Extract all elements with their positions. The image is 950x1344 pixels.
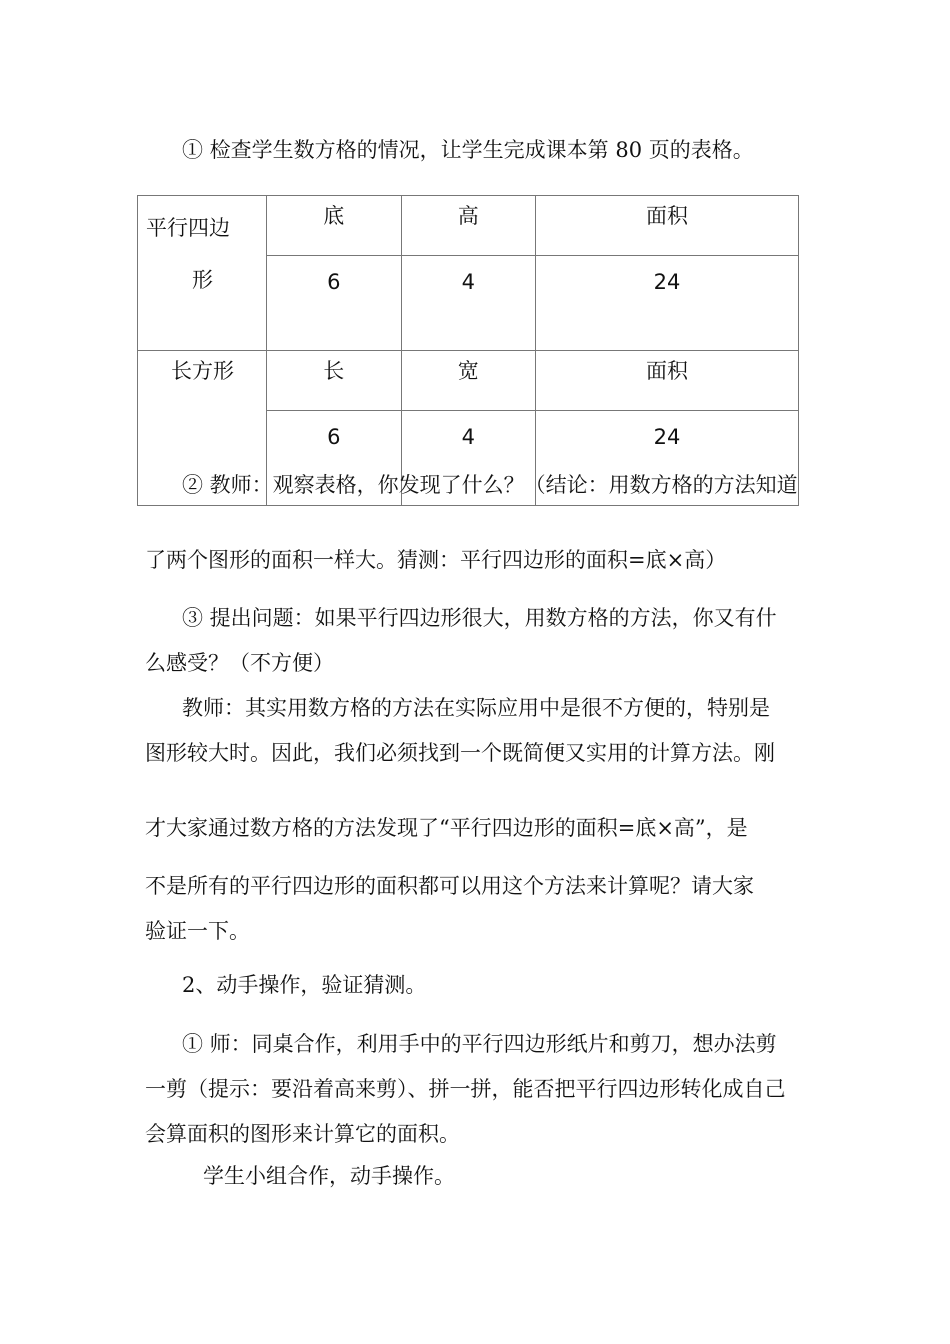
paragraph-teacher-cont1: 图形较大时。因此，我们必须找到一个既简便又实用的计算方法。刚 xyxy=(145,741,775,765)
paragraph-teacher-cont3: 不是所有的平行四边形的面积都可以用这个方法来计算呢？请大家 xyxy=(145,874,754,898)
paragraph-check-grid: ① 检查学生数方格的情况，让学生完成课本第 80 页的表格。 xyxy=(182,138,754,162)
paragraph-question: ③ 提出问题：如果平行四边形很大，用数方格的方法，你又有什 xyxy=(182,606,777,630)
header-area: 面积 xyxy=(536,351,799,411)
value-base: 6 xyxy=(267,256,402,351)
paragraph-teacher-task: ① 师：同桌合作，利用手中的平行四边形纸片和剪刀，想办法剪 xyxy=(182,1032,777,1056)
value-area: 24 xyxy=(536,411,799,506)
paragraph-teacher-task-cont2: 会算面积的图形来计算它的面积。 xyxy=(145,1122,460,1146)
value-length: 6 xyxy=(267,411,402,506)
paragraph-teacher-task-cont1: 一剪（提示：要沿着高来剪）、拼一拼，能否把平行四边形转化成自己 xyxy=(145,1077,786,1101)
header-area: 面积 xyxy=(536,196,799,256)
paragraph-teacher-cont4: 验证一下。 xyxy=(145,919,250,943)
row-label-line2: 形 xyxy=(192,268,213,292)
comparison-table xyxy=(137,195,799,506)
paragraph-question-cont: 么感受？（不方便） xyxy=(145,651,334,675)
paragraph-group-work: 学生小组合作，动手操作。 xyxy=(203,1164,455,1188)
value-width: 4 xyxy=(401,411,536,506)
table-row xyxy=(138,351,799,411)
value-area: 24 xyxy=(536,256,799,351)
section-heading-hands-on: 2、动手操作，验证猜测。 xyxy=(182,973,427,997)
row-label-text: 长方形 xyxy=(171,359,234,383)
value-height: 4 xyxy=(401,256,536,351)
header-base: 底 xyxy=(267,196,402,256)
header-width: 宽 xyxy=(401,351,536,411)
row-label-parallelogram xyxy=(138,196,267,351)
paragraph-teacher: 教师：其实用数方格的方法在实际应用中是很不方便的，特别是 xyxy=(182,696,770,720)
header-length: 长 xyxy=(267,351,402,411)
table-row xyxy=(138,196,799,256)
paragraph-observe: ② 教师：观察表格，你发现了什么？（结论：用数方格的方法知道 xyxy=(182,473,798,497)
paragraph-observe-cont: 了两个图形的面积一样大。猜测：平行四边形的面积=底×高） xyxy=(145,548,727,572)
row-label-line1: 平行四边 xyxy=(146,216,230,240)
header-height: 高 xyxy=(401,196,536,256)
paragraph-teacher-cont2: 才大家通过数方格的方法发现了“平行四边形的面积=底×高”，是 xyxy=(145,816,748,840)
